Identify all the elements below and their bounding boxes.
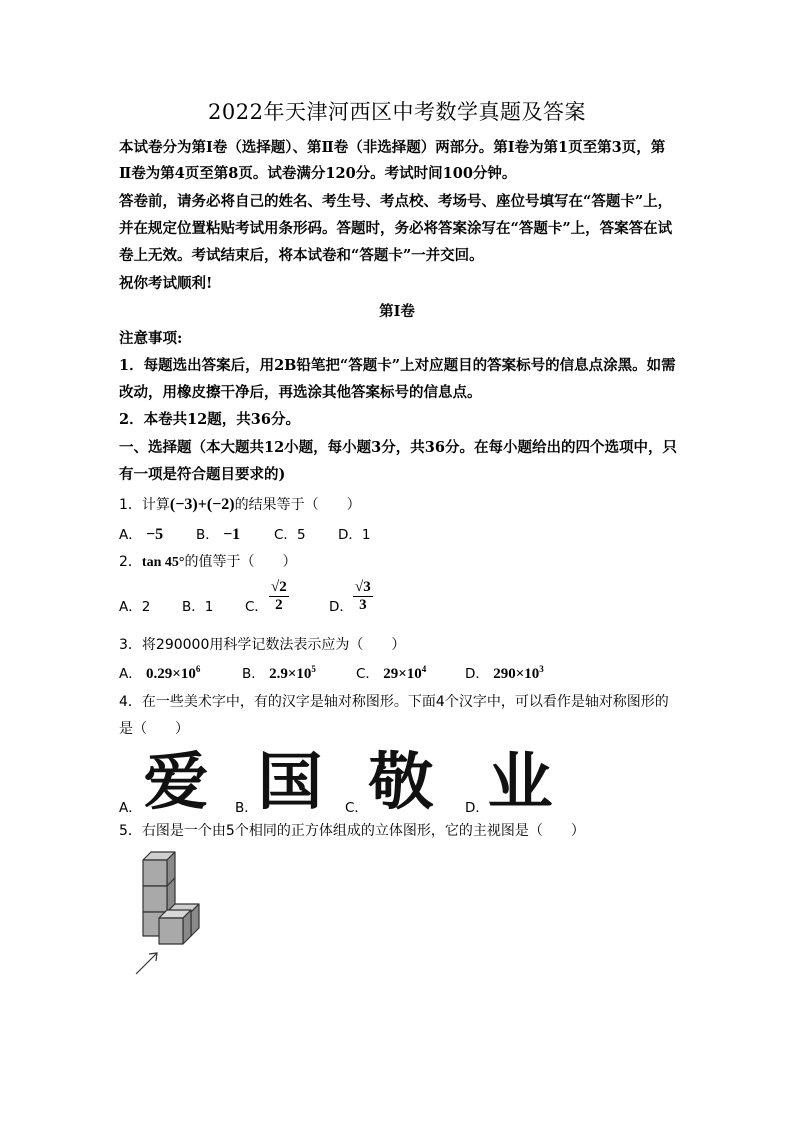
q2-options xyxy=(119,579,519,623)
q2-option-b: B．1 xyxy=(182,599,214,615)
q4-options xyxy=(119,745,579,818)
q4-option-a-char: 爱 xyxy=(143,745,207,818)
q1-prefix: 1．计算 xyxy=(119,497,170,513)
q1-options xyxy=(119,523,519,545)
q3-option-c: C． $29\times 10^4$ xyxy=(356,664,427,682)
question-1 xyxy=(119,494,361,514)
q3-option-b: B． $2.9\times 10^5$ xyxy=(242,664,316,682)
q4-option-d-label: D． xyxy=(465,800,489,816)
q4-option-c-char: 敬 xyxy=(368,745,432,818)
question-2 xyxy=(119,551,296,571)
q1-option-a: A． −5 xyxy=(119,526,164,543)
note-2: 2．本卷共12题，共36分。 xyxy=(119,411,300,428)
q3-option-d: D． $290\times 10^3$ xyxy=(465,664,544,682)
q1-option-d: D．1 xyxy=(338,527,371,543)
q2-option-a: A．2 xyxy=(119,599,151,615)
intro-line-5: 卷上无效。考试结束后，将本试卷和“答题卡”一并交回。 xyxy=(119,247,484,264)
section-heading: 第Ⅰ卷 xyxy=(379,303,415,320)
view-direction-arrow xyxy=(136,953,157,974)
intro-line-3: 答卷前，请务必将自己的姓名、考生号、考点校、考场号、座位号填写在“答题卡”上， xyxy=(119,193,673,210)
question-4-line-2: 是（ ） xyxy=(119,721,189,737)
part1-line-1: 一、选择题（本大题共12小题，每小题3分，共36分。在每小题给出的四个选项中，只 xyxy=(119,439,677,456)
question-5: 5．右图是一个由5个相同的正方体组成的立体图形，它的主视图是（ ） xyxy=(119,823,585,839)
q2-suffix: 的值等于（ ） xyxy=(184,554,297,570)
cube-front xyxy=(159,910,191,944)
page-title: 2022年天津河西区中考数学真题及答案 xyxy=(208,100,586,124)
q2-option-d-label: D． xyxy=(329,599,353,615)
cube-top xyxy=(143,852,175,886)
q2-option-c-label: C． xyxy=(245,599,268,615)
q3-options xyxy=(119,662,599,686)
note-1-line-2: 改动，用橡皮擦干净后，再选涂其他答案标号的信息点。 xyxy=(119,384,482,401)
q4-option-d-char: 业 xyxy=(487,745,551,818)
q1-option-b: B． −1 xyxy=(196,526,241,543)
q1-suffix: 的结果等于（ ） xyxy=(234,497,361,513)
notes-heading: 注意事项: xyxy=(119,330,183,347)
q4-option-b-label: B． xyxy=(235,800,258,816)
q4-option-c-label: C． xyxy=(345,800,368,816)
q2-option-d-fraction: $\frac{√3}{3}$ xyxy=(355,579,371,613)
question-3: 3．将290000用科学记数法表示应为（ ） xyxy=(119,637,406,653)
intro-line-1: 本试卷分为第Ⅰ卷（选择题）、第Ⅱ卷（非选择题）两部分。第Ⅰ卷为第1页至第3页，第 xyxy=(119,139,666,156)
part1-line-2: 有一项是符合题目要求的) xyxy=(119,466,286,483)
q1-option-c: C．5 xyxy=(274,527,306,543)
q1-expression: (−3)+(−2) xyxy=(169,496,235,513)
good-luck-line: 祝你考试顺利! xyxy=(119,275,213,292)
intro-line-2: Ⅱ卷为第4页至第8页。试卷满分120分。考试时间100分钟。 xyxy=(119,165,517,182)
question-4-line-1: 4．在一些美术字中，有的汉字是轴对称图形。下面4个汉字中，可以看作是轴对称图形的 xyxy=(119,694,669,710)
q2-prefix: 2． xyxy=(119,554,142,570)
q4-option-a-label: A． xyxy=(119,800,142,816)
q2-expression: tan 45° xyxy=(141,555,185,570)
q3-option-a: A． $0.29\times 10^6$ xyxy=(119,664,201,682)
q5-cube-figure xyxy=(128,848,208,978)
intro-line-4: 并在规定位置粘贴考试用条形码。答题时，务必将答案涂写在“答题卡”上，答案答在试 xyxy=(119,220,673,237)
q4-option-b-char: 国 xyxy=(257,745,321,818)
note-1-line-1: 1．每题选出答案后，用2B铅笔把“答题卡”上对应题目的答案标号的信息点涂黑。如需 xyxy=(119,357,676,374)
q2-option-c-fraction: $\frac{√2}{2}$ xyxy=(271,579,287,613)
